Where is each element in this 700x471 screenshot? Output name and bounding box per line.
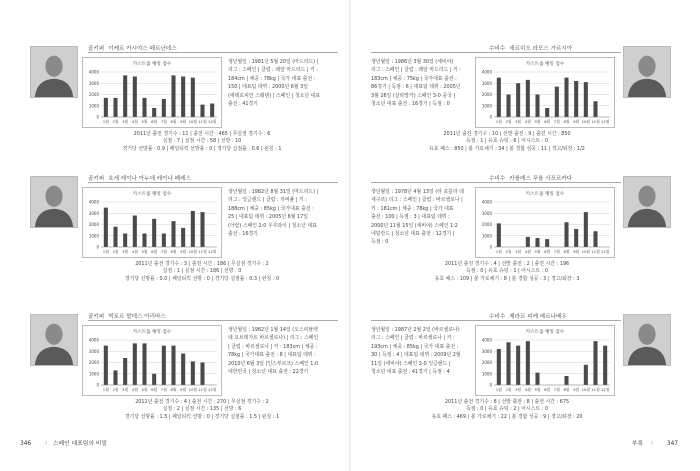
bar (152, 219, 156, 247)
page-gutter (349, 0, 351, 471)
x-tick-label: 4월 (524, 387, 531, 392)
x-tick-label: 12월 (600, 387, 610, 392)
stats-line: 2011년 출전 경기수 : 11 | 출전 시간 : 465 | 무실점 경기수 : 6 (133, 131, 271, 137)
x-tick-label: 10월 (188, 119, 198, 124)
player-stats (387, 131, 627, 153)
header-rule (88, 52, 338, 53)
y-tick-label: 3000 (481, 348, 492, 354)
x-tick-label: 1월 (102, 249, 109, 254)
bar (564, 222, 568, 247)
bar (142, 343, 146, 385)
x-tick-label: 5월 (141, 387, 148, 392)
y-tick-label: 3000 (88, 348, 99, 354)
photo-silhouette (31, 315, 77, 365)
bar (152, 108, 156, 117)
photo-silhouette (31, 47, 77, 97)
x-tick-label: 10월 (188, 387, 198, 392)
y-tick-label: 4000 (481, 69, 492, 75)
photo-silhouette (624, 47, 670, 97)
x-tick-label: 1월 (495, 387, 502, 392)
y-tick-label: 4000 (481, 199, 492, 205)
y-tick-label: 2000 (88, 222, 99, 227)
footer-separator: ⁞ (45, 441, 47, 447)
chart-title: 카스트롤 랭킹 점수 (525, 192, 565, 197)
y-tick-label: 2000 (88, 360, 99, 365)
y-tick-label: 3000 (88, 80, 99, 86)
x-tick-label: 5월 (141, 249, 148, 254)
y-tick-label: 0 (489, 244, 492, 250)
bar (200, 363, 204, 386)
bar (593, 341, 597, 385)
player-profile (371, 174, 687, 294)
x-tick-label: 1월 (102, 119, 109, 124)
header-rule (88, 320, 338, 321)
x-tick-label: 4월 (131, 249, 138, 254)
x-tick-label: 3월 (515, 387, 522, 392)
x-tick-label: 1월 (495, 249, 502, 254)
stats-line: 실점 : 2 | 실점 시간 : 135 | 선방 : 6 (162, 406, 242, 413)
bar (603, 346, 607, 385)
footer-separator: ⁞ (651, 441, 653, 447)
stats-line: 2011년 출전 경기수 : 10 | 선발 출전 : 9 | 출전 시간 : 850 (443, 131, 571, 137)
stats-line: 2011년 출전 경기수 : 3 | 출전 시간 : 186 | 무실점 경기수 : 2 (135, 261, 269, 267)
stats-line: 유효 패스 : 109 | 볼 가로채기 : 8 | 볼 경합 성공 : 3 | 경고/퇴장 : 3 (434, 275, 580, 282)
x-tick-label: 9월 (573, 119, 580, 124)
player-name: 빅토르 발데스 아리바스 (108, 314, 166, 320)
bar (516, 83, 520, 117)
bar (516, 346, 520, 385)
y-tick-label: 1000 (88, 371, 99, 377)
x-tick-label: 11월 (591, 119, 600, 124)
page-number: 347 (666, 441, 678, 447)
player-photo (623, 314, 671, 366)
player-position: 수비수 (489, 46, 506, 52)
y-tick-label: 1000 (481, 233, 492, 239)
x-tick-label: 6월 (544, 249, 551, 254)
y-tick-label: 2000 (88, 92, 99, 97)
player-stats (387, 261, 627, 283)
x-tick-label: 5월 (534, 387, 541, 392)
bar (113, 370, 117, 385)
x-tick-label: 8월 (563, 119, 570, 124)
player-profile (371, 312, 687, 432)
ranking-chart (475, 325, 615, 396)
x-tick-label: 11월 (591, 387, 600, 392)
stats-line: 2011년 출전 경기수 : 4 | 선발 출전 : 2 | 출전 시간 : 196 (444, 261, 570, 267)
y-tick-label: 0 (489, 382, 492, 388)
player-name: 세르히오 라모스 가르시아 (509, 46, 573, 52)
bar (593, 101, 597, 117)
x-tick-label: 4월 (524, 119, 531, 124)
player-stats (387, 399, 627, 421)
x-tick-label: 6월 (544, 119, 551, 124)
photo-silhouette (31, 177, 77, 227)
bar (162, 234, 166, 248)
y-tick-label: 0 (489, 114, 492, 120)
right-page-footer (632, 438, 678, 452)
player-stats (82, 131, 322, 153)
left-page-footer (20, 438, 107, 452)
bar (152, 374, 156, 385)
ranking-chart (82, 187, 222, 258)
bar (564, 78, 568, 117)
x-tick-label: 7월 (160, 249, 167, 254)
stats-line: 경기당 선방률 : 1.5 | 페널티킥 선방 : 0 | 경기당 실점률 : 1.5 | 펀칭 : 1 (124, 413, 280, 420)
bar (133, 216, 137, 248)
bar (535, 95, 539, 118)
player-photo (623, 46, 671, 98)
x-tick-label: 11월 (198, 119, 207, 124)
x-tick-label: 6월 (151, 119, 158, 124)
bar (181, 77, 185, 118)
x-tick-label: 8월 (170, 119, 177, 124)
player-bio: 생년월일 : 1982년 8월 31일 (마드리드) | 리그 : 잉글랜드 | 클럽 : 리버풀 | 키 : 188cm | 체중 : 85kg | 국가대표 출전 : 25 | 대표팀 데뷔 : 2005년 6월 17일 (아랍) 스페인 2:0 우루과이 | 청소년 대표 출전 : 16경기 (228, 189, 319, 238)
chart-plot (476, 188, 616, 259)
x-tick-label: 7월 (160, 387, 167, 392)
bar (104, 208, 108, 247)
y-tick-label: 4000 (88, 199, 99, 205)
x-tick-label: 8월 (170, 249, 177, 254)
chart-title: 카스트롤 랭킹 점수 (132, 330, 172, 335)
bar (497, 349, 501, 385)
bar (133, 343, 137, 385)
x-tick-label: 2월 (112, 119, 119, 124)
player-position: 수비수 (489, 314, 506, 320)
bar (191, 361, 195, 385)
x-tick-label: 2월 (505, 119, 512, 124)
chart-plot (476, 326, 616, 397)
player-profile (30, 174, 346, 294)
x-tick-label: 10월 (581, 249, 591, 254)
bar (171, 346, 175, 385)
bar (535, 373, 539, 385)
player-bio: 생년월일 : 1987년 2월 2일 (바르셀로나) 리그 : 스페인 | 클럽 : 바르셀로나 | 키 : 193cm | 체중 : 85kg | 국가 대표 출전 : 30 | 득점 : 4 | 대표팀 데뷔 : 2009년 2월 11일 (세비야) 스페인 2-0 잉글랜드 | 청소년 대표 출전 : 41경기 | 득점 : 4 (371, 327, 461, 376)
x-tick-label: 10월 (581, 119, 591, 124)
bar (191, 211, 195, 247)
x-tick-label: 2월 (112, 249, 119, 254)
player-stats (82, 261, 322, 283)
chart-plot (83, 326, 223, 397)
y-tick-label: 3000 (88, 210, 99, 216)
bar (113, 227, 117, 247)
bar (574, 81, 578, 117)
stats-line: 2011년 출전 경기수 : 4 | 출전 시간 : 270 | 무실점 경기수 : 2 (135, 399, 269, 405)
x-tick-label: 7월 (553, 249, 560, 254)
player-profile (30, 44, 346, 164)
x-tick-label: 12월 (600, 249, 610, 254)
player-position: 골키퍼 (88, 46, 105, 52)
x-tick-label: 5월 (141, 119, 148, 124)
bar (104, 98, 108, 117)
bar (162, 99, 166, 117)
x-tick-label: 3월 (515, 119, 522, 124)
chart-title: 카스트롤 랭킹 점수 (132, 192, 172, 197)
bar (584, 212, 588, 247)
bar (142, 98, 146, 117)
y-tick-label: 2000 (481, 360, 492, 365)
player-position: 골키퍼 (88, 314, 105, 320)
bar (535, 238, 539, 247)
player-photo (30, 314, 78, 366)
x-tick-label: 2월 (112, 387, 119, 392)
bar (200, 105, 204, 117)
x-tick-label: 11월 (198, 249, 207, 254)
y-tick-label: 4000 (88, 69, 99, 75)
stats-line: 득점 : 1 | 유효 슈팅 : 6 | 어시스트 : 0 (466, 138, 548, 145)
player-photo (30, 176, 78, 228)
bar (593, 231, 597, 247)
player-position: 골키퍼 (88, 176, 105, 182)
running-title: 스페인 대표팀의 비밀 (52, 441, 108, 447)
bar (526, 80, 530, 117)
photo-silhouette (624, 315, 670, 365)
player-photo (30, 46, 78, 98)
running-title: 부록 (631, 441, 644, 447)
ranking-chart (82, 325, 222, 396)
bar (171, 221, 175, 247)
bar (584, 365, 588, 385)
player-profile (371, 44, 687, 164)
bar (497, 223, 501, 247)
bar (545, 108, 549, 117)
stats-line: 득점 : 0 | 유효 슈팅 : 2 | 어시스트 : 0 (466, 406, 548, 413)
x-tick-label: 9월 (573, 387, 580, 392)
y-tick-label: 4000 (88, 337, 99, 343)
bar (497, 78, 501, 117)
x-tick-label: 3월 (122, 387, 129, 392)
photo-silhouette (624, 177, 670, 227)
x-tick-label: 5월 (534, 119, 541, 124)
stats-line: 경기당 선방률 : 0.9 | 페널티킥 선방률 : 0 | 경기당 실점률 : 0.6 | 펀칭 : 1 (122, 145, 282, 152)
chart-plot (83, 188, 223, 259)
player-profile (30, 312, 346, 432)
bar (191, 78, 195, 117)
x-tick-label: 3월 (122, 249, 129, 254)
player-photo (623, 176, 671, 228)
chart-title: 카스트롤 랭킹 점수 (525, 62, 565, 67)
player-name: 카를레스 푸욜 사포르카다 (509, 176, 573, 182)
x-tick-label: 3월 (122, 119, 129, 124)
chart-title: 카스트롤 랭킹 점수 (132, 62, 172, 67)
bar (526, 237, 530, 247)
x-tick-label: 2월 (505, 249, 512, 254)
bar (104, 346, 108, 385)
bar (133, 77, 137, 118)
player-bio: 생년월일 : 1981년 5월 20일 (마드리드) | 리그 : 스페인 | 클럽 : 레알 마드리드 | 키 : 184cm | 체중 : 78kg | 국가 대표 출전 : 150 | 대표팀 데뷔 : 2000년 6월 3일 (에테로피언 스웨덴) | 스페인 | 청소년 대표 출전 : 41경기 (228, 59, 321, 108)
bar (200, 212, 204, 247)
stats-line: 2011년 출전 경기수 : 8 | 선발 출전 : 8 | 출전 시간 : 675 (444, 399, 570, 405)
x-tick-label: 8월 (563, 249, 570, 254)
y-tick-label: 3000 (481, 210, 492, 216)
y-tick-label: 3000 (481, 80, 492, 86)
y-tick-label: 4000 (481, 337, 492, 343)
player-name: 호세 레이나 아누에 레이나 페레스 (108, 176, 191, 182)
x-tick-label: 12월 (207, 249, 217, 254)
x-tick-label: 12월 (600, 119, 610, 124)
bar (123, 358, 127, 385)
x-tick-label: 10월 (581, 387, 591, 392)
x-tick-label: 4월 (131, 119, 138, 124)
x-tick-label: 9월 (180, 119, 187, 124)
bar (506, 95, 510, 118)
x-tick-label: 11월 (198, 387, 207, 392)
header-rule (88, 182, 338, 183)
ranking-chart (475, 57, 615, 128)
x-tick-label: 10월 (188, 249, 198, 254)
player-stats (82, 399, 322, 421)
bar (210, 104, 214, 118)
stats-line: 경기당 선방률 : 0.0 | 페널티킥 선방 : 0 | 경기당 실점률 : 0.3 | 펀칭 : 0 (124, 275, 280, 282)
header-rule (371, 320, 621, 321)
x-tick-label: 6월 (151, 387, 158, 392)
bar (584, 82, 588, 117)
x-tick-label: 2월 (505, 387, 512, 392)
bar (162, 346, 166, 385)
stats-line: 유효 패스 : 469 | 볼 가로채기 : 22 | 볼 경합 성공 : 9 | 경고/퇴장 : 20 (431, 413, 583, 420)
bar (564, 376, 568, 385)
bar (545, 239, 549, 247)
bar (555, 87, 559, 117)
chart-plot (83, 58, 223, 129)
stats-line: 실점 : 7 | 실점 시간 : 58 | 선방 : 10 (162, 138, 242, 145)
x-tick-label: 4월 (524, 249, 531, 254)
x-tick-label: 1월 (102, 387, 109, 392)
player-name: 제라르 피케 베르나베우 (509, 314, 567, 320)
x-tick-label: 6월 (151, 249, 158, 254)
bar (574, 229, 578, 247)
x-tick-label: 3월 (515, 249, 522, 254)
y-tick-label: 1000 (481, 371, 492, 377)
bar (181, 354, 185, 386)
y-tick-label: 1000 (481, 103, 492, 109)
bar (142, 234, 146, 248)
player-bio: 생년월일 : 1978년 4월 13일 (라 포블라 데 세구르) 리그 : 스페인 | 클럽 : 바르셀로나 | 키 : 181cm | 체중 : 78kg | 국가 대표 출전 : 100 | 득점 : 3 | 대표팀 데뷔 : 2000년 11월 15일 (세비야) 스페인 1:2 네덜란드 | 청소년 대표 출전 : 12경기 | 득점 : 0 (371, 189, 464, 246)
header-rule (371, 182, 621, 183)
x-tick-label: 5월 (534, 249, 541, 254)
stats-line: 득점 : 0 | 유효 슈팅 : 1 | 어시스트 : 0 (466, 268, 548, 275)
y-tick-label: 0 (96, 114, 99, 120)
player-bio: 생년월일 : 1982년 1월 14일 (오스피탈렛 데 요브레가트 바르셀로나) | 리그 : 스페인 | 클럽 : 바르셀로나 | 키 : 183cm | 체중 : 78kg | 국가대표 출전 : 8 | 대표팀 데뷔 : 2010년 6월 3일 (인스부르크) 스페인 1:0 대한민국 | 청소년 대표 출전 : 22경기 (228, 327, 319, 376)
x-tick-label: 8월 (563, 387, 570, 392)
player-bio: 생년월일 : 1986년 3월 30일 (세비야) 리그 : 스페인 | 클럽 : 레알 마드리드 | 키 : 183cm | 체중 : 75kg | 국가대표 출전 : 86경기 | 득점 : 6 | 대표팀 데뷔 : 2005년 3월 26일 (살라망카) 스페인 3-0 중국 | 청소년 대표 출전 : 16경기 | 득점 : 0 (371, 59, 461, 108)
x-tick-label: 7월 (160, 119, 167, 124)
bar (181, 228, 185, 247)
bar (113, 98, 117, 117)
y-tick-label: 2000 (481, 92, 492, 97)
player-position: 수비수 (489, 176, 506, 182)
bar (506, 342, 510, 385)
x-tick-label: 4월 (131, 387, 138, 392)
y-tick-label: 1000 (88, 233, 99, 239)
ranking-chart (475, 187, 615, 258)
x-tick-label: 11월 (591, 249, 600, 254)
y-tick-label: 0 (96, 244, 99, 250)
bar (123, 234, 127, 248)
stats-line: 실점 : 1 | 실점 시간 : 186 | 선방 : 0 (162, 268, 242, 275)
x-tick-label: 12월 (207, 387, 217, 392)
x-tick-label: 9월 (180, 249, 187, 254)
player-name: 이케르 카시야스 페르난데스 (108, 46, 177, 52)
x-tick-label: 9월 (180, 387, 187, 392)
x-tick-label: 7월 (553, 119, 560, 124)
bar (526, 341, 530, 385)
stats-line: 유효 패스 : 850 | 볼 가로채기 : 34 | 볼 경합 성공 : 11 | 경고/퇴장 : 1/2 (429, 145, 585, 152)
x-tick-label: 7월 (553, 387, 560, 392)
bar (171, 75, 175, 117)
y-tick-label: 2000 (481, 222, 492, 227)
x-tick-label: 1월 (495, 119, 502, 124)
page-number: 346 (20, 441, 32, 447)
ranking-chart (82, 57, 222, 128)
y-tick-label: 1000 (88, 103, 99, 109)
chart-plot (476, 58, 616, 129)
bar (123, 75, 127, 117)
chart-title: 카스트롤 랭킹 점수 (525, 330, 565, 335)
x-tick-label: 9월 (573, 249, 580, 254)
x-tick-label: 6월 (544, 387, 551, 392)
x-tick-label: 8월 (170, 387, 177, 392)
y-tick-label: 0 (96, 382, 99, 388)
header-rule (371, 52, 621, 53)
x-tick-label: 12월 (207, 119, 217, 124)
